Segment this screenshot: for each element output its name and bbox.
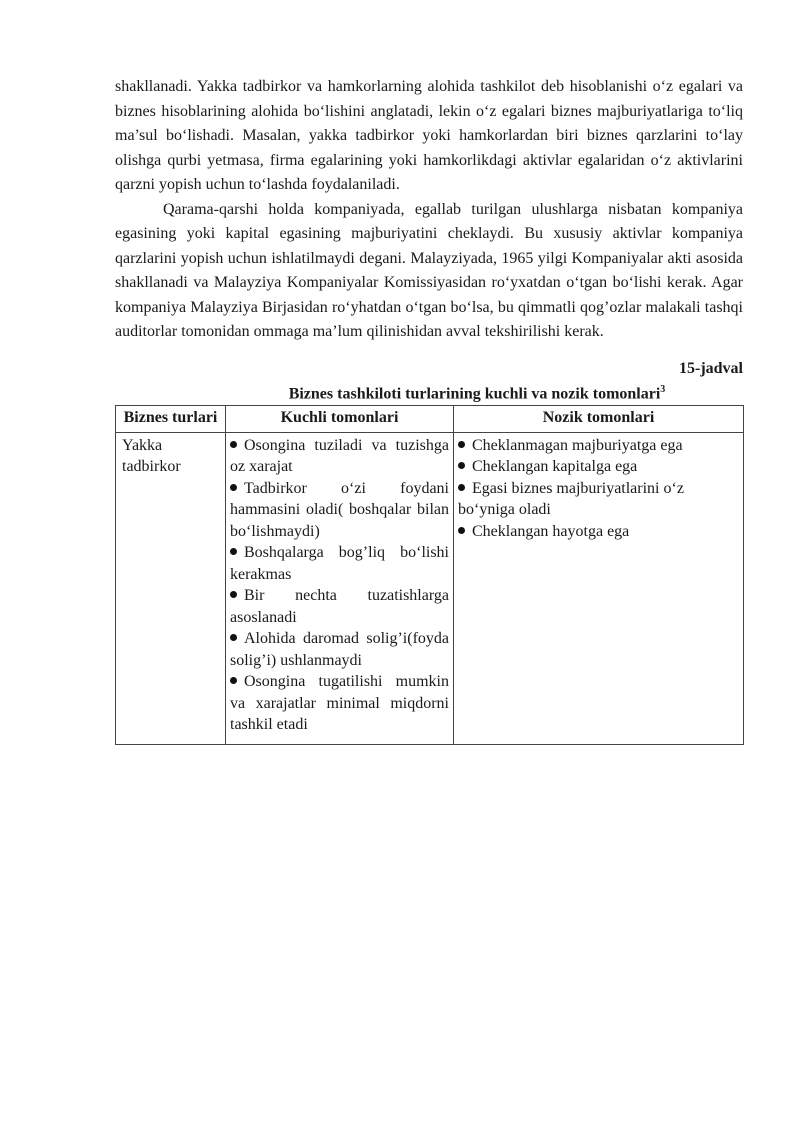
strength-text: Alohida daromad solig’i(foyda solig’i) ushlanmaydi	[230, 630, 449, 669]
strengths-cell	[226, 432, 454, 744]
strength-text: Osongina tugatilishi mumkin va xarajatlar minimal miqdorni tashkil etadi	[230, 673, 449, 734]
business-type-cell: Yakka tadbirkor	[116, 432, 226, 744]
header-business-types: Biznes turlari	[116, 405, 226, 432]
strength-item	[230, 478, 449, 543]
weakness-item	[458, 521, 739, 543]
weakness-text: Cheklanmagan majburiyatga ega	[472, 436, 683, 454]
header-weaknesses: Nozik tomonlari	[454, 405, 744, 432]
weakness-text: Cheklangan kapitalga ega	[472, 458, 638, 476]
bullet-icon	[458, 462, 465, 469]
strength-text: Bir nechta tuzatishlarga asoslanadi	[230, 587, 449, 626]
weakness-item	[458, 478, 739, 521]
bullet-icon	[230, 548, 237, 555]
bullet-icon	[458, 484, 465, 491]
strength-item	[230, 628, 449, 671]
document-page	[115, 75, 743, 745]
strength-item	[230, 671, 449, 736]
weakness-text: Cheklangan hayotga ega	[472, 522, 630, 540]
strength-text: Tadbirkor o‘zi foydani hammasini oladi( boshqalar bilan bo‘lishmaydi)	[230, 479, 449, 540]
weakness-item	[458, 435, 739, 457]
bullet-icon	[230, 634, 237, 641]
strength-item	[230, 435, 449, 478]
body-paragraph-1: shakllanadi. Yakka tadbirkor va hamkorlarning alohida tashkilot deb hisoblanishi o‘z egalari va biznes hisoblarining alohida bo‘lishini anglatadi, lekin o‘z egalari biznes majburiyatlariga to‘liq ma’sul bo‘lishadi. Masalan, yakka tadbirkor yoki hamkorlardan biri biznes qarzlarini to‘lay olishga qurbi yetmasa, firma egalarining yoki hamkorlikdagi aktivlar egalaridan o‘z aktivlarini qarzni yopish uchun to‘lashda foydalaniladi.	[115, 78, 743, 193]
footnote-marker: 3	[660, 383, 666, 395]
bullet-icon	[458, 527, 465, 534]
strength-text: Boshqalarga bog’liq bo‘lishi kerakmas	[230, 544, 449, 583]
bullet-icon	[230, 591, 237, 598]
bullet-icon	[230, 677, 237, 684]
header-strengths: Kuchli tomonlari	[226, 405, 454, 432]
weaknesses-cell	[454, 432, 744, 744]
body-paragraph-2: Qarama-qarshi holda kompaniyada, egallab turilgan ulushlarga nisbatan kompaniya egasining yoki kapital egasining majburiyatini cheklaydi. Bu xususiy aktivlar kompaniya qarzlarini yopish uchun ishlatilmaydi degani. Malayziyada, 1965 yilgi Kompaniyalar akti asosida shakllanadi va Malayziya Kompaniyalar Komissiyasidan ro‘yxatdan o‘tgan bo‘lishi kerak. Agar kompaniya Malayziya Birjasidan ro‘yhatdan o‘tgan bo‘lsa, bu qimmatli qog’ozlar malakali tashqi auditorlar tomonidan ommaga ma’lum qilinishidan avval tekshirilishi kerak.	[115, 200, 743, 340]
table-label: 15-jadval	[679, 359, 743, 377]
strength-text: Osongina tuziladi va tuzishga oz xarajat	[230, 436, 449, 476]
table-row	[116, 432, 744, 744]
bullet-icon	[230, 484, 237, 491]
bullet-icon	[230, 441, 237, 448]
weakness-text: Egasi biznes majburiyatlarini o‘z bo‘yniga oladi	[458, 479, 684, 519]
table-header-row	[116, 405, 744, 432]
table-caption	[115, 379, 743, 405]
business-types-table	[115, 405, 744, 745]
weakness-item	[458, 456, 739, 478]
table-caption-text: Biznes tashkiloti turlarining kuchli va nozik tomonlari	[288, 384, 661, 402]
bullet-icon	[458, 441, 465, 448]
strength-item	[230, 542, 449, 585]
strength-item	[230, 585, 449, 628]
